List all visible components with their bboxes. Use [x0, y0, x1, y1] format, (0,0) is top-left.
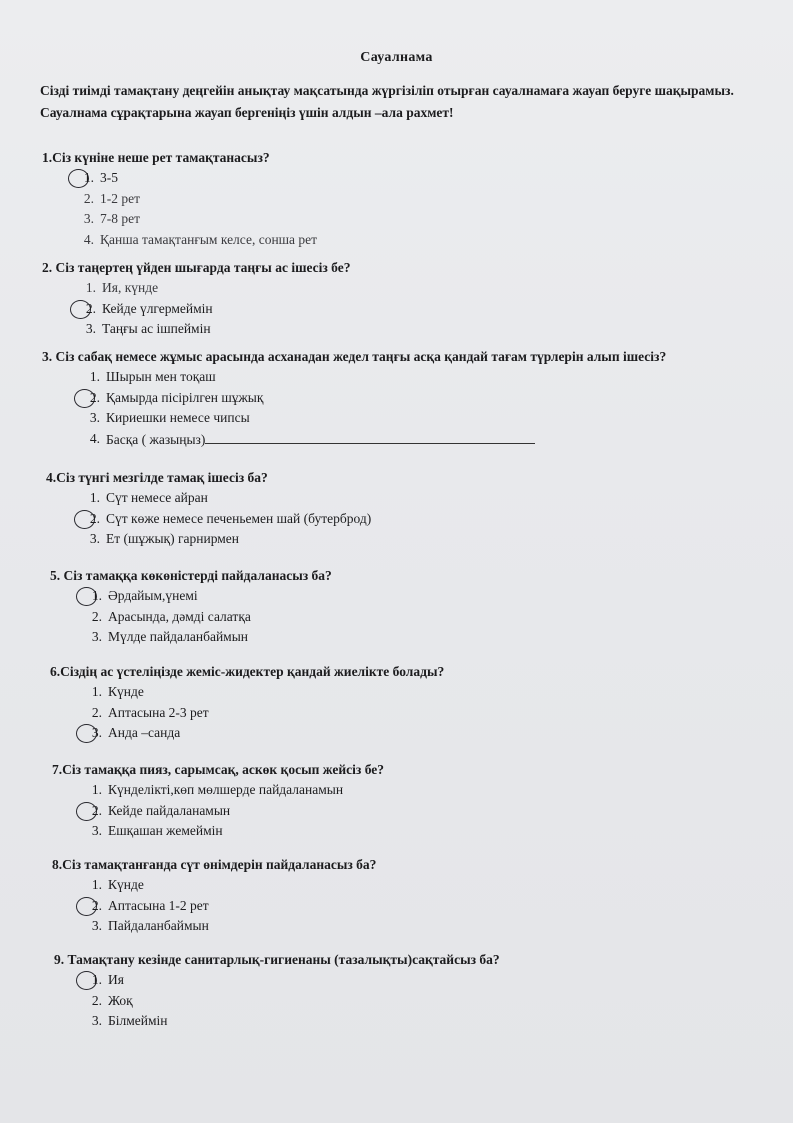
option-label: 1-2 рет	[100, 190, 141, 206]
answer-option[interactable]: 1. Сүт немесе айран	[89, 490, 208, 505]
option-label: Қамырда пісірілген шұжық	[106, 389, 264, 405]
option-label: Сүт көже немесе печеньемен шай (бутерброд)	[106, 510, 372, 526]
answer-option[interactable]: 1. 3-5	[74, 168, 762, 189]
write-in-line[interactable]	[205, 429, 535, 444]
option-label: Қанша тамақтанғым келсе, сонша рет	[100, 231, 318, 247]
question-8	[52, 855, 772, 937]
option-label: Ия, күнде	[102, 280, 159, 295]
question-title: 1.Сіз күніне неше рет тамақтанасыз?	[42, 150, 270, 165]
question-title: 2. Сіз таңертең үйден шығарда таңғы ас ішесіз бе?	[42, 260, 351, 275]
answer-option[interactable]: 2. Кейде пайдаланамын	[82, 801, 772, 822]
answer-option[interactable]: 1. Ия	[82, 970, 774, 991]
option-label: Ия	[108, 972, 124, 987]
question-7	[52, 760, 772, 842]
answer-option[interactable]: 4. Басқа ( жазыңыз)	[80, 429, 762, 451]
answer-option[interactable]: 4. Қанша тамақтанғым келсе, сонша рет	[83, 231, 318, 247]
option-label: Білмеймін	[108, 1013, 168, 1028]
answer-option[interactable]: 1. Күнде	[91, 877, 144, 892]
answer-option[interactable]: 3. Кириешки немесе чипсы	[89, 410, 250, 425]
answer-option[interactable]: 3. Білмеймін	[91, 1013, 168, 1028]
answer-option[interactable]: 2. Жоқ	[91, 992, 133, 1008]
question-title: 7.Сіз тамаққа пияз, сарымсақ, аскөк қосып жейсіз бе?	[52, 762, 385, 777]
question-9	[54, 950, 774, 1032]
question-title: 3. Сіз сабақ немесе жұмыс арасында асханадан жедел таңғы асқа қандай тағам түрлерін алып ішесіз?	[42, 349, 667, 364]
option-label: Арасында, дәмді салатқа	[108, 608, 251, 624]
question-1	[42, 148, 762, 250]
answer-option[interactable]: 3. 7-8 рет	[83, 211, 141, 226]
option-label: Таңғы ас ішпеймін	[102, 321, 211, 336]
answer-option[interactable]: 2. Арасында, дәмді салатқа	[91, 608, 251, 624]
intro-paragraph: Сізді тиімді тамақтану деңгейін анықтау мақсатында жүргізіліп отырған сауалнамаға жауап беруге шақырамыз. Сауалнама сұрақтарына жауап бергеніңіз үшін алдын –ала рахмет!	[40, 83, 734, 120]
answer-option[interactable]: 3. Ешқашан жемеймін	[91, 823, 223, 838]
question-title: 8.Сіз тамақтанғанда сүт өнімдерін пайдаланасыз ба?	[52, 857, 377, 872]
answer-option[interactable]: 3. Пайдаланбаймын	[91, 918, 209, 933]
option-label: 7-8 рет	[100, 211, 141, 226]
option-label: Пайдаланбаймын	[108, 918, 209, 933]
answer-option[interactable]: 2. Аптасына 1-2 рет	[82, 896, 772, 917]
option-label: Ешқашан жемеймін	[108, 823, 223, 838]
question-6	[50, 662, 770, 744]
option-label: Әрдайым,үнемі	[108, 588, 198, 603]
answer-option[interactable]: 3. Таңғы ас ішпеймін	[85, 321, 211, 336]
answer-option[interactable]: 3. Ет (шұжық) гарнирмен	[89, 531, 240, 546]
question-4	[46, 468, 766, 550]
option-label: Күнде	[108, 877, 144, 892]
option-label: Күнде	[108, 684, 144, 699]
answer-option[interactable]: 1. Әрдайым,үнемі	[82, 586, 770, 607]
question-5	[50, 566, 770, 648]
option-label: Жоқ	[108, 992, 133, 1008]
question-3	[42, 347, 762, 450]
option-label: Ет (шұжық) гарнирмен	[106, 531, 240, 546]
option-label: 3-5	[100, 170, 118, 185]
document-title: Сауалнама	[360, 50, 433, 65]
option-label: Кириешки немесе чипсы	[106, 410, 250, 425]
question-title: 4.Сіз түнгі мезгілде тамақ ішесіз ба?	[46, 470, 268, 485]
answer-option[interactable]: 2. 1-2 рет	[83, 190, 141, 206]
answer-option[interactable]: 1. Шырын мен тоқаш	[89, 369, 216, 384]
question-title: 9. Тамақтану кезінде санитарлық-гигиенаны (тазалықты)сақтайсыз ба?	[54, 952, 500, 967]
option-label: Кейде пайдаланамын	[108, 802, 231, 818]
answer-option[interactable]: 2. Қамырда пісірілген шұжық	[80, 388, 762, 409]
option-label: Шырын мен тоқаш	[106, 369, 216, 384]
option-label: Мүлде пайдаланбаймын	[108, 629, 249, 644]
answer-option[interactable]: 1. Күнде	[91, 684, 144, 699]
answer-option[interactable]: 1. Ия, күнде	[85, 280, 159, 295]
option-label: Аптасына 1-2 рет	[108, 897, 209, 913]
answer-option[interactable]: 1. Күнделікті,көп мөлшерде пайдаланамын	[91, 782, 344, 797]
option-label: Анда –санда	[108, 725, 181, 740]
option-label: Сүт немесе айран	[106, 490, 208, 505]
option-label: Басқа ( жазыңыз)	[106, 431, 206, 447]
question-title: 6.Сіздің ас үстеліңізде жеміс-жидектер қандай жиелікте болады?	[50, 664, 445, 679]
answer-option[interactable]: 2. Кейде үлгермеймін	[76, 299, 762, 320]
question-2	[42, 258, 762, 340]
question-title: 5. Сіз тамаққа көкөністерді пайдаланасыз ба?	[50, 568, 332, 583]
option-label: Күнделікті,көп мөлшерде пайдаланамын	[108, 782, 344, 797]
option-label: Аптасына 2-3 рет	[108, 704, 209, 720]
answer-option[interactable]: 3. Анда –санда	[82, 723, 770, 744]
answer-option[interactable]: 3. Мүлде пайдаланбаймын	[91, 629, 249, 644]
option-label: Кейде үлгермеймін	[102, 300, 213, 316]
answer-option[interactable]: 2. Аптасына 2-3 рет	[91, 704, 209, 720]
answer-option[interactable]: 2. Сүт көже немесе печеньемен шай (бутерброд)	[80, 509, 766, 530]
